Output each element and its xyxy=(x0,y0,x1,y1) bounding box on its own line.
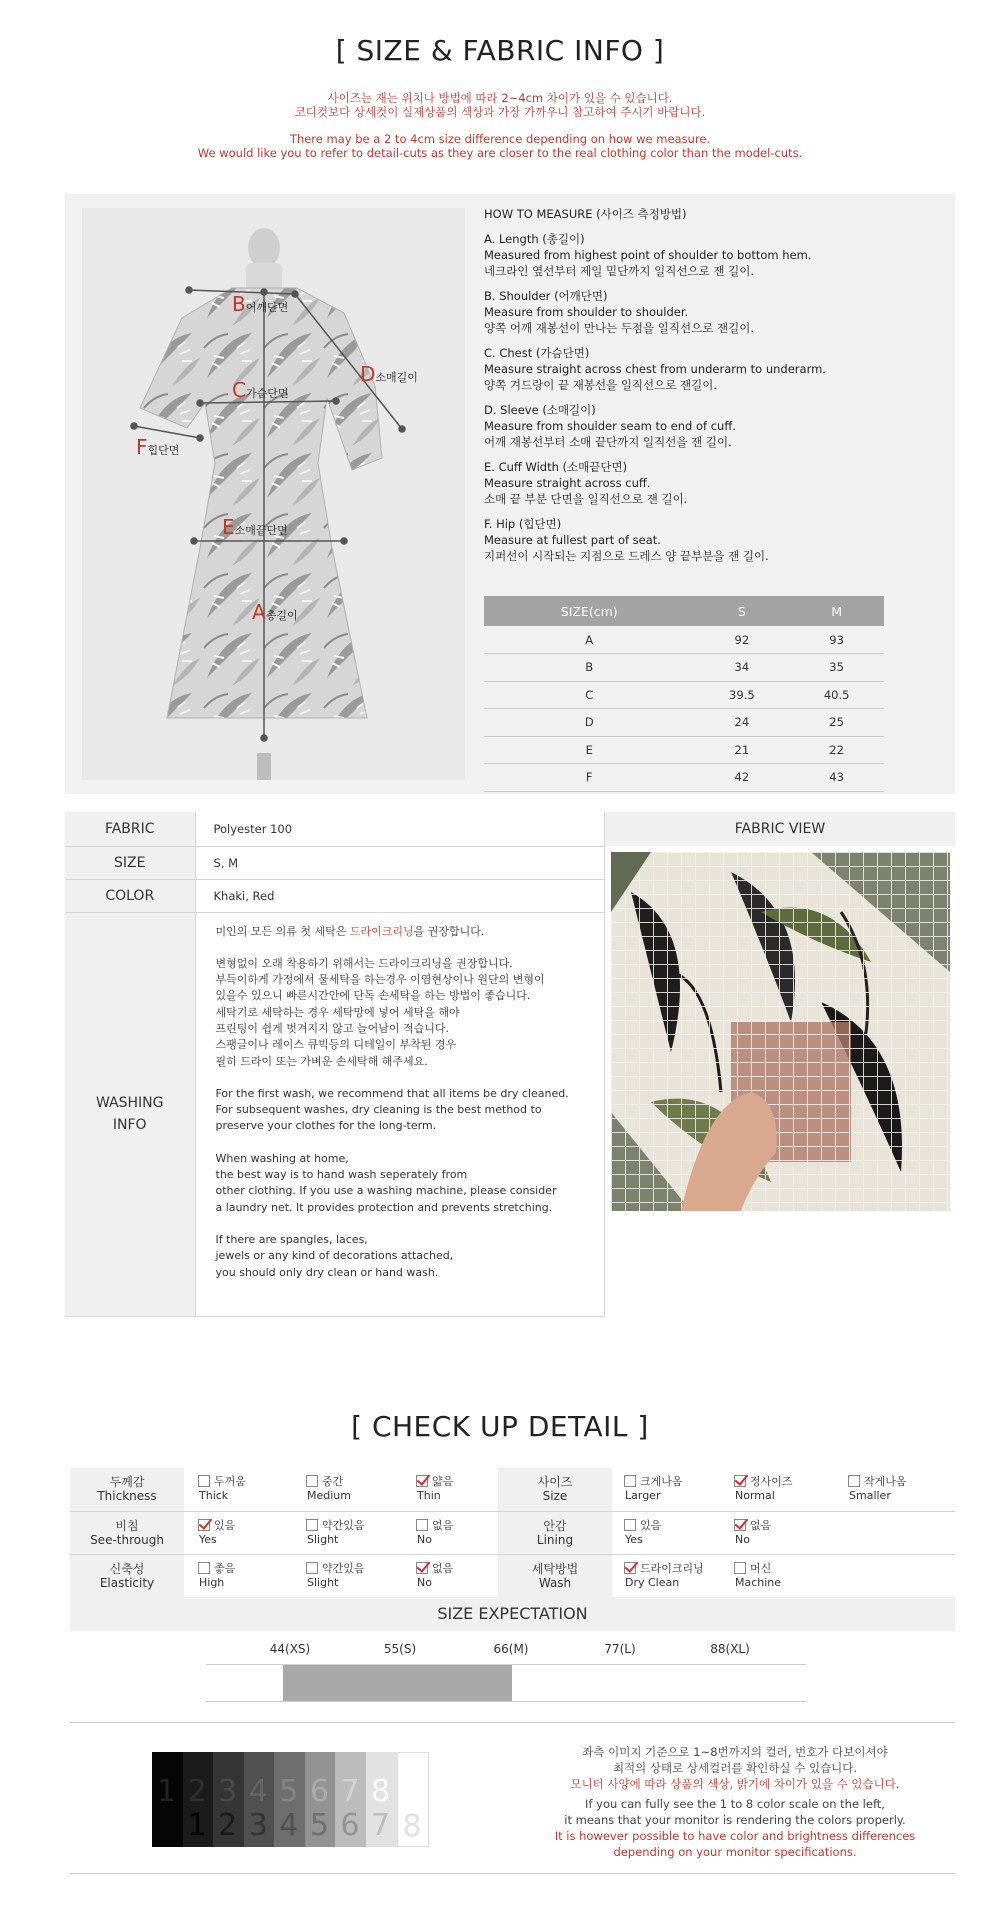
fabric-row xyxy=(65,812,605,846)
grey-swatch-6: 6 5 xyxy=(305,1752,336,1847)
divider xyxy=(70,1722,955,1723)
grey-swatch-2: 2 1 xyxy=(183,1752,214,1847)
label-c: C가슴단면 xyxy=(232,378,289,402)
checkup-title: [ CHECK UP DETAIL ] xyxy=(351,1410,649,1443)
header-m: M xyxy=(789,596,884,626)
option-see-no[interactable]: 없음 No xyxy=(416,1511,498,1554)
size-value: S, M xyxy=(195,846,605,879)
option-see-yes[interactable]: 있음 Yes xyxy=(184,1511,296,1554)
table-row: B 34 35 xyxy=(484,654,884,682)
checkup-row xyxy=(70,1511,955,1554)
size-fit-label: 사이즈 Size xyxy=(498,1468,612,1511)
size-label: SIZE xyxy=(65,846,195,879)
fabric-photo xyxy=(611,852,950,1211)
label-d: D소매길이 xyxy=(360,362,418,386)
fabric-view-image xyxy=(611,852,950,1211)
fabric-label: FABRIC xyxy=(65,812,195,846)
size-row xyxy=(65,846,605,879)
option-thin[interactable]: 얇음 Thin xyxy=(416,1468,498,1511)
size-expectation-bar xyxy=(283,1665,512,1701)
table-row: C 39.5 40.5 xyxy=(484,681,884,709)
see-through-label: 비침 See-through xyxy=(70,1511,184,1554)
checkup-row xyxy=(70,1468,955,1511)
table-row: F 42 43 xyxy=(484,764,884,792)
fabric-table xyxy=(65,812,605,1317)
option-smaller[interactable]: 작게나옴 Smaller xyxy=(844,1468,955,1511)
monitor-notice: 좌측 이미지 기준으로 1~8번까지의 컬러, 번호가 다보이셔야 최적의 상태로 상세컬러를 확인하실 수 있습니다. 모니터 사양에 따라 상품의 색상, 밝기에 차이가 있을 수 있습니다. If you can fully see the 1 to 8 color scale on the left, it means that your monitor is rendering the colors properly. It is however possible to have color and brightness differences depending on your monitor specifications. xyxy=(554,1745,916,1859)
color-row xyxy=(65,879,605,912)
option-elastic-no[interactable]: 없음 No xyxy=(416,1554,498,1597)
option-thick[interactable]: 두꺼움 Thick xyxy=(184,1468,296,1511)
option-see-slight[interactable]: 약간있음 Slight xyxy=(296,1511,416,1554)
grey-swatch-3: 3 2 xyxy=(213,1752,244,1847)
option-elastic-high[interactable]: 좋음 High xyxy=(184,1554,296,1597)
table-row: E 21 22 xyxy=(484,736,884,764)
notice-en-2: We would like you to refer to detail-cuts as they are closer to the real clothing color than the model-cuts. xyxy=(197,146,803,160)
monitor-grey-scale xyxy=(152,1752,429,1847)
label-a: A총길이 xyxy=(252,600,298,624)
washing-info: 미인의 모든 의류 첫 세탁은 드라이크리닝을 권장합니다. 변형없이 오래 착용하기 위해서는 드라이크리닝을 권장합니다. 부득이하게 가정에서 물세탁을 하는경우 이염현상이나 원단의 변형이 있을수 있으니 빠른시간안에 단독 손세탁을 하는 방법이 좋습니다. 세탁기로 세탁하는 경우 세탁망에 넣어 세탁을 해야 프린팅이 쉽게 벗겨지지 않고 늘어남이 적습니다. 스팽글이나 레이스 큐빅등의 디테일이 부착된 경우 필히 드라이 또는 가벼운 손세탁해 해주세요. For the first wash, we recommend that all items be dry cleaned. For subsequent washes, dry cleaning is the best method to preserve your clothes for the long-term. When washing at home, the best way is to hand wash seperately from other clothing. If you use a washing machine, please consider a laundry net. It provides protection and prevents stretching. If there are spangles, laces, jewels or any kind of decorations attached, you should only dry clean or hand wash. xyxy=(195,912,605,1316)
howto-heading: HOW TO MEASURE (사이즈 측정방법) xyxy=(484,207,687,221)
color-label: COLOR xyxy=(65,879,195,912)
fabric-view-heading: FABRIC VIEW xyxy=(604,812,955,846)
table-row: D 24 25 xyxy=(484,709,884,737)
grey-swatch-9: 8 xyxy=(397,1752,430,1847)
scale-77: 77(L) xyxy=(604,1642,636,1656)
checkup-table xyxy=(70,1468,955,1598)
option-dry-clean[interactable]: 드라이크리닝 Dry Clean xyxy=(612,1554,728,1597)
grey-swatch-5: 5 4 xyxy=(274,1752,305,1847)
label-e: E소매끝단면 xyxy=(222,515,288,539)
washing-lead: 미인의 모든 의류 첫 세탁은 드라이크리닝을 권장합니다. xyxy=(215,924,485,938)
size-table-header xyxy=(484,596,884,626)
label-f: F힙단면 xyxy=(136,435,180,459)
grey-swatch-8: 8 7 xyxy=(366,1752,397,1847)
color-value: Khaki, Red xyxy=(195,879,605,912)
washing-row xyxy=(65,912,605,1316)
grey-swatch-4: 4 3 xyxy=(244,1752,275,1847)
scale-88: 88(XL) xyxy=(710,1642,750,1656)
fabric-value: Polyester 100 xyxy=(195,812,605,846)
option-larger[interactable]: 크게나옴 Larger xyxy=(612,1468,728,1511)
page-title: [ SIZE & FABRIC INFO ] xyxy=(335,34,665,67)
notice-en-1: There may be a 2 to 4cm size difference depending on how we measure. xyxy=(289,132,711,146)
option-machine[interactable]: 머신 Machine xyxy=(728,1554,844,1597)
option-lining-yes[interactable]: 있음 Yes xyxy=(612,1511,728,1554)
divider-bottom xyxy=(70,1873,955,1874)
grey-swatch-1: 1 xyxy=(152,1752,183,1847)
size-notice xyxy=(0,91,1000,160)
option-lining-no[interactable]: 없음 No xyxy=(728,1511,844,1554)
table-row: A 92 93 xyxy=(484,626,884,654)
howto-item: B. Shoulder (어깨단면) Measure from shoulder to shoulder. 양쪽 어깨 재봉선이 만나는 두점을 일직선으로 잰길이. xyxy=(484,289,754,335)
header-s: S xyxy=(694,596,789,626)
empty-cell xyxy=(844,1554,955,1597)
howto-item: D. Sleeve (소매길이) Measure from shoulder seam to end of cuff. 어깨 재봉선부터 소매 끝단까지 일직선을 잰 길이. xyxy=(484,403,736,449)
label-b: B어깨단면 xyxy=(232,292,289,316)
header-size: SIZE(cm) xyxy=(484,596,694,626)
howto-item: A. Length (총길이) Measured from highest point of shoulder to bottom hem. 네크라인 옆선부터 제일 밑단까지 일직선으로 잰 길이. xyxy=(484,232,812,278)
washing-label: WASHING INFO xyxy=(65,912,195,1316)
howto-item: E. Cuff Width (소매끝단면) Measure straight across cuff. 소매 끝 부분 단면을 일직선으로 잰 길이. xyxy=(484,460,688,506)
wash-label: 세탁방법 Wash xyxy=(498,1554,612,1597)
scale-55: 55(S) xyxy=(383,1642,417,1656)
notice-ko-2: 코디컷보다 상세컷이 실제상품의 색상과 가장 가까우니 참고하여 주시기 바랍니다. xyxy=(294,105,706,119)
size-table xyxy=(484,596,884,792)
elasticity-label: 신축성 Elasticity xyxy=(70,1554,184,1597)
how-to-measure xyxy=(484,206,904,573)
notice-ko-1: 사이즈는 재는 위치나 방법에 따라 2~4cm 차이가 있을 수 있습니다. xyxy=(327,91,673,105)
option-elastic-slight[interactable]: 약간있음 Slight xyxy=(296,1554,416,1597)
scale-66: 66(M) xyxy=(493,1642,529,1656)
option-medium[interactable]: 중간 Medium xyxy=(296,1468,416,1511)
option-normal[interactable]: 정사이즈 Normal xyxy=(728,1468,844,1511)
checkup-row xyxy=(70,1554,955,1597)
grey-swatch-7: 7 6 xyxy=(335,1752,366,1847)
scale-44: 44(XS) xyxy=(269,1642,311,1656)
size-expectation-heading: SIZE EXPECTATION xyxy=(70,1597,955,1631)
howto-item: C. Chest (가슴단면) Measure straight across chest from underarm to underarm. 양쪽 겨드랑이 끝 재봉선을 일직선으로 잰길이. xyxy=(484,346,826,392)
empty-cell xyxy=(844,1511,955,1554)
scale-line-bottom xyxy=(206,1701,806,1702)
lining-label: 안감 Lining xyxy=(498,1511,612,1554)
thickness-label: 두께감 Thickness xyxy=(70,1468,184,1511)
howto-item: F. Hip (힙단면) Measure at fullest part of seat. 지퍼선이 시작되는 지점으로 드레스 양 끝부분을 잰 길이. xyxy=(484,517,769,563)
